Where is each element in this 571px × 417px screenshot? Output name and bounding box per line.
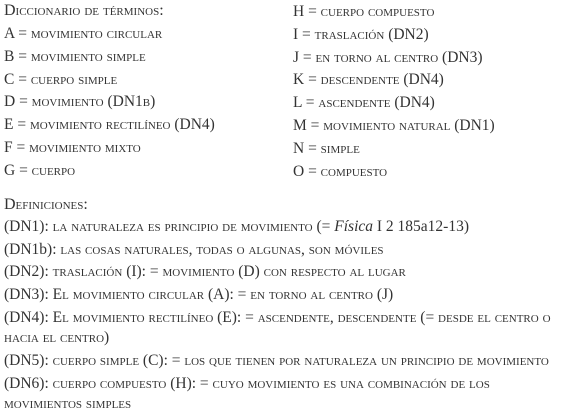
definition-text: la naturaleza es principio de movimiento (=	[52, 218, 331, 235]
definition-item	[4, 308, 570, 348]
glossary-term: K = descendente (DN4)	[293, 71, 444, 89]
glossary-term: L = ascendente (DN4)	[293, 94, 435, 112]
definition-tag: (DN1):	[4, 218, 49, 235]
glossary-term: O = compuesto	[293, 162, 388, 180]
definition-tag: (DN5):	[4, 352, 49, 370]
definition-tag: (DN3):	[4, 286, 49, 304]
definition-tag: (DN2):	[4, 263, 49, 281]
definition-text: El movimiento rectilíneo (E): = ascendente, descendente (= desde el centro o hacia el centro)	[4, 308, 551, 346]
glossary-heading: Diccionario de términos:	[4, 2, 164, 19]
definition-italic-title: Física	[334, 218, 374, 235]
definition-tag: (DN1b):	[4, 240, 57, 258]
glossary-left-column	[4, 24, 215, 184]
glossary-term: N = simple	[293, 139, 360, 157]
glossary-term: D = movimiento (DN1b)	[4, 93, 156, 111]
glossary-term: H = cuerpo compuesto	[293, 3, 435, 20]
definition-text: El movimiento circular (A): = en torno al centro (J)	[52, 286, 394, 304]
definition-reference: I 2 185a12-13)	[376, 218, 470, 235]
definition-tag: (DN4):	[4, 308, 49, 326]
definition-item	[4, 217, 570, 237]
definition-item	[4, 351, 570, 371]
definition-item	[4, 374, 570, 414]
glossary-term: E = movimiento rectilíneo (DN4)	[4, 116, 215, 134]
definition-item	[4, 240, 570, 260]
glossary-term: G = cuerpo	[4, 161, 76, 179]
definitions-list	[4, 217, 570, 417]
glossary-term: F = movimiento mixto	[4, 138, 141, 156]
definition-item	[4, 262, 570, 282]
glossary-term: M = movimiento natural (DN1)	[293, 116, 495, 134]
definitions-heading: Definiciones:	[4, 196, 88, 213]
glossary-right-column	[293, 2, 495, 184]
glossary-term: I = traslación (DN2)	[293, 25, 429, 43]
definition-text: cuerpo compuesto (H): = cuyo movimiento es una combinación de los movimientos simples	[4, 374, 490, 412]
glossary-term: C = cuerpo simple	[4, 70, 118, 88]
definition-text: traslación (I): = movimiento (D) con respecto al lugar	[52, 263, 406, 281]
definition-item	[4, 285, 570, 305]
definition-tag: (DN6):	[4, 374, 49, 392]
definition-text: las cosas naturales, todas o algunas, son móviles	[60, 240, 384, 258]
glossary-term: B = movimiento simple	[4, 47, 146, 65]
glossary-term: J = en torno al centro (DN3)	[293, 48, 483, 66]
definition-text: cuerpo simple (C): = los que tienen por naturaleza un principio de movimiento	[52, 352, 549, 370]
glossary-term: A = movimiento circular	[4, 25, 163, 42]
